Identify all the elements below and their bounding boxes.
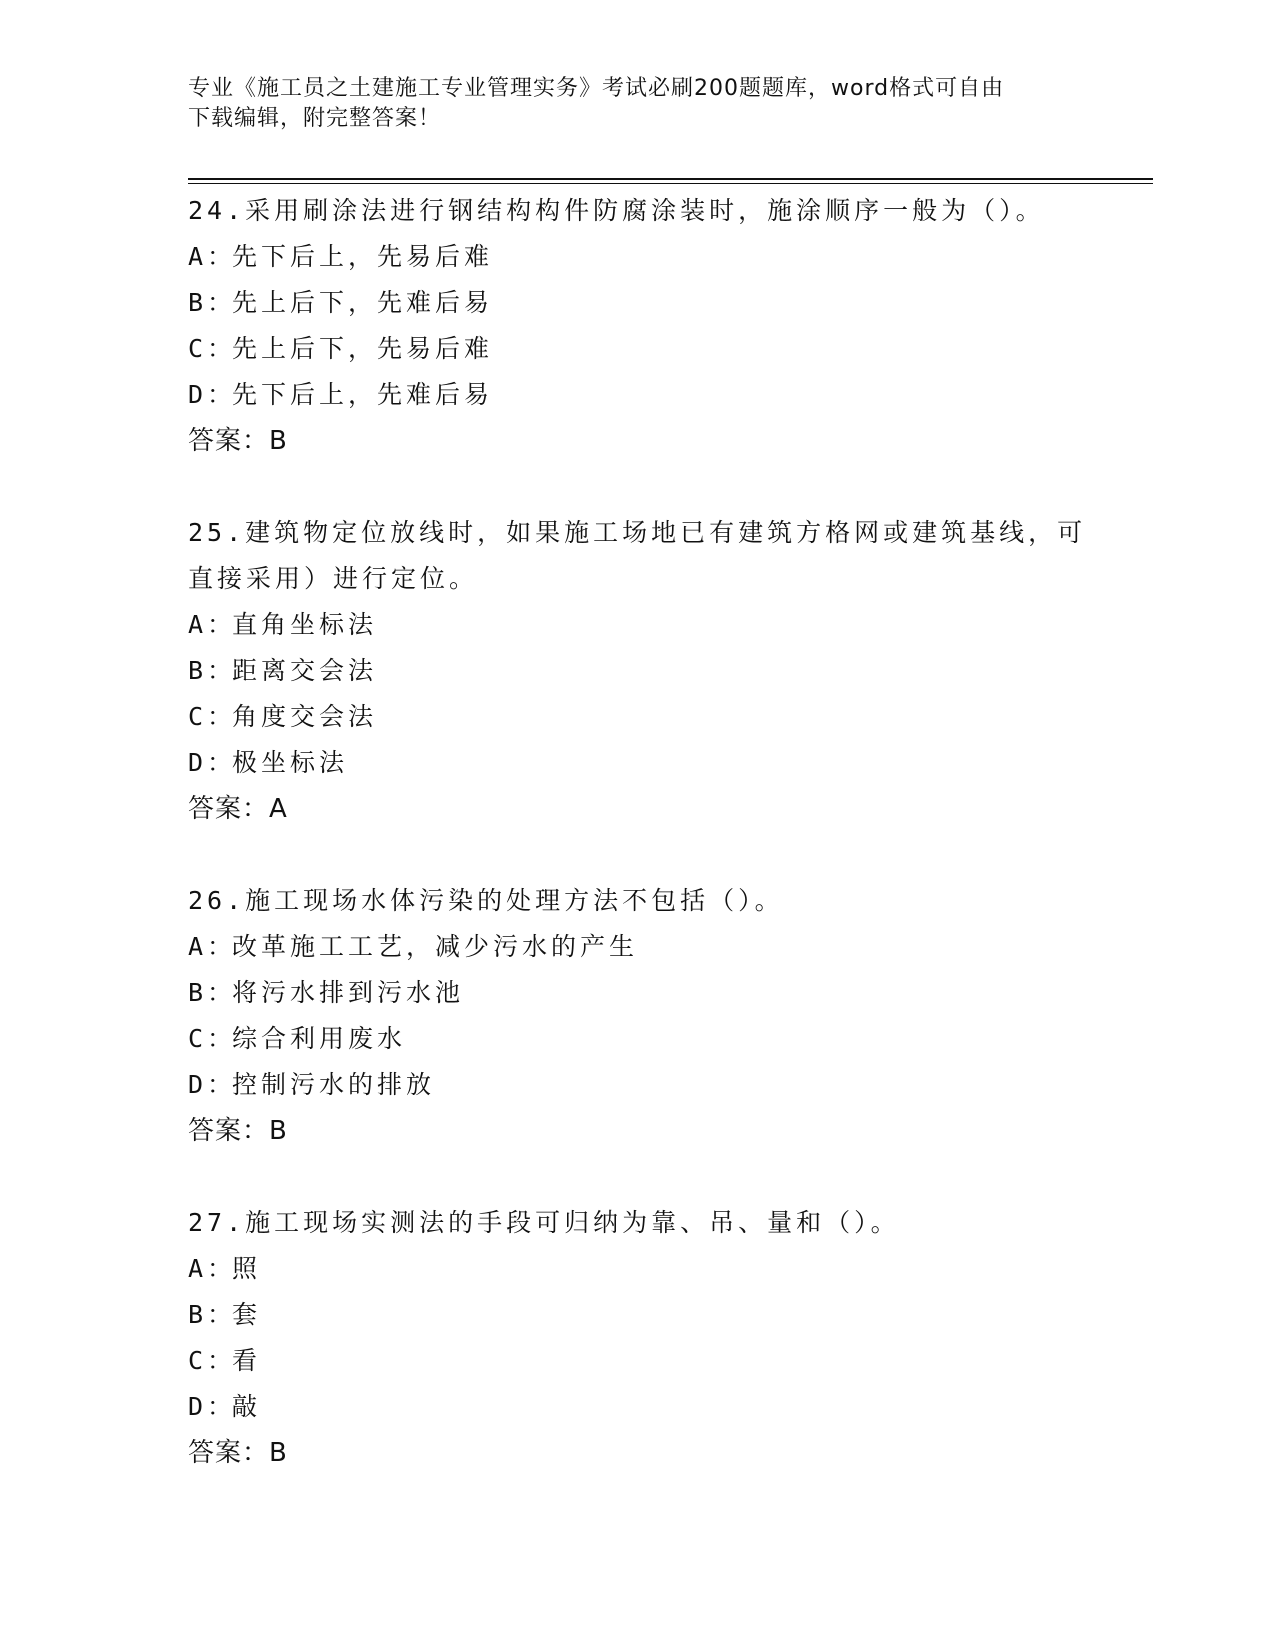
question-stem: 24.采用刷涂法进行钢结构构件防腐涂装时，施涂顺序一般为（）。 <box>188 196 1045 225</box>
option-text: 敲 <box>232 1392 262 1421</box>
option-text: 先下后上，先易后难 <box>232 242 494 271</box>
option-text: 看 <box>232 1346 262 1375</box>
question-stem: 27.施工现场实测法的手段可归纳为靠、吊、量和（）。 <box>188 1208 900 1237</box>
question-27 <box>188 1200 1088 1476</box>
answer-line: 答案：B <box>188 1438 288 1468</box>
option-a <box>188 924 1088 970</box>
option-key: D： <box>188 1392 237 1421</box>
option-key: D： <box>188 748 237 777</box>
header-line-1: 专业《施工员之土建施工专业管理实务》考试必刷200题题库，word格式可自由 <box>188 76 1005 101</box>
option-text: 先上后下，先难后易 <box>232 288 494 317</box>
option-text: 综合利用废水 <box>232 1024 407 1053</box>
option-text: 套 <box>232 1300 262 1329</box>
option-b <box>188 280 1088 326</box>
option-text: 将污水排到污水池 <box>232 978 465 1007</box>
answer-line: 答案：A <box>188 794 288 824</box>
option-text: 角度交会法 <box>232 702 378 731</box>
option-a <box>188 1246 1088 1292</box>
option-text: 改革施工工艺，减少污水的产生 <box>232 932 639 961</box>
option-key: A： <box>188 610 237 639</box>
option-d <box>188 740 1088 786</box>
answer-line: 答案：B <box>188 1116 288 1146</box>
option-key: C： <box>188 702 237 731</box>
option-key: A： <box>188 242 237 271</box>
header-rule-thin <box>188 183 1153 184</box>
option-c <box>188 1338 1088 1384</box>
option-b <box>188 648 1088 694</box>
question-26 <box>188 878 1088 1154</box>
option-key: B： <box>188 1300 237 1329</box>
option-key: B： <box>188 288 237 317</box>
question-list <box>188 188 1088 1522</box>
option-text: 照 <box>232 1254 262 1283</box>
option-text: 先下后上，先难后易 <box>232 380 494 409</box>
option-text: 极坐标法 <box>232 748 349 777</box>
option-b <box>188 970 1088 1016</box>
option-key: D： <box>188 1070 237 1099</box>
header-line-2: 下载编辑，附完整答案！ <box>188 106 442 131</box>
option-a <box>188 234 1088 280</box>
option-key: C： <box>188 1024 237 1053</box>
option-b <box>188 1292 1088 1338</box>
option-text: 直角坐标法 <box>232 610 378 639</box>
option-text: 控制污水的排放 <box>232 1070 436 1099</box>
question-stem-line-1: 25.建筑物定位放线时，如果施工场地已有建筑方格网或建筑基线，可 <box>188 518 1087 547</box>
option-key: B： <box>188 978 237 1007</box>
option-a <box>188 602 1088 648</box>
question-25 <box>188 510 1088 832</box>
option-d <box>188 1384 1088 1430</box>
option-c <box>188 326 1088 372</box>
option-d <box>188 1062 1088 1108</box>
question-24 <box>188 188 1088 464</box>
option-key: A： <box>188 932 237 961</box>
option-key: B： <box>188 656 237 685</box>
option-c <box>188 1016 1088 1062</box>
option-key: A： <box>188 1254 237 1283</box>
document-header <box>188 74 1088 134</box>
question-stem-line-2: 直接采用）进行定位。 <box>188 564 479 593</box>
option-text: 距离交会法 <box>232 656 378 685</box>
answer-line: 答案：B <box>188 426 288 456</box>
option-key: C： <box>188 334 237 363</box>
option-text: 先上后下，先易后难 <box>232 334 494 363</box>
option-key: D： <box>188 380 237 409</box>
option-key: C： <box>188 1346 237 1375</box>
option-d <box>188 372 1088 418</box>
question-stem: 26.施工现场水体污染的处理方法不包括（）。 <box>188 886 784 915</box>
header-rule-thick <box>188 178 1153 180</box>
option-c <box>188 694 1088 740</box>
